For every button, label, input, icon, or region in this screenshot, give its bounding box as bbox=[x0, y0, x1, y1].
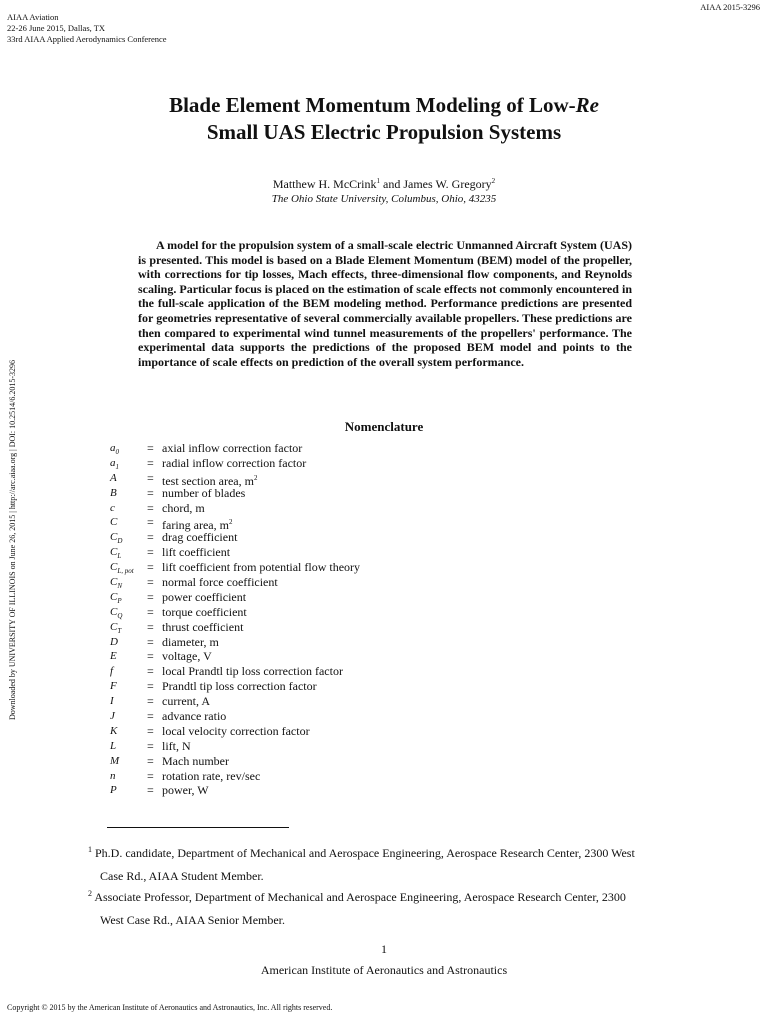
nomenclature-row bbox=[110, 649, 360, 664]
equals-sign: = bbox=[147, 441, 154, 455]
footnote-2-line-2: West Case Rd., AIAA Senior Member. bbox=[100, 913, 286, 927]
nomenclature-symbol: M bbox=[110, 754, 120, 767]
author-1: Matthew H. McCrink bbox=[272, 177, 377, 191]
nomenclature-row bbox=[110, 635, 360, 650]
nomenclature-symbol: I bbox=[110, 695, 114, 708]
nomenclature-definition: lift coefficient from potential flow theory bbox=[162, 560, 361, 575]
footnote-2-line-1: Associate Professor, Department of Mechanical and Aerospace Engineering, Aerospace Research Center, 2300 bbox=[92, 890, 626, 904]
nomenclature-row bbox=[110, 783, 360, 798]
nomenclature-row bbox=[110, 724, 360, 739]
nomenclature-symbol: $C_T$ bbox=[110, 620, 122, 635]
nomenclature-row bbox=[110, 501, 360, 516]
footnote-1-mark: 1 bbox=[88, 845, 92, 854]
nomenclature-definition: number of blades bbox=[162, 485, 246, 500]
nomenclature-definition: normal force coefficient bbox=[162, 575, 278, 590]
nomenclature-row bbox=[110, 769, 360, 784]
nomenclature-definition: drag coefficient bbox=[162, 530, 238, 545]
equals-sign: = bbox=[147, 709, 154, 724]
equals-sign: = bbox=[147, 455, 154, 470]
nomenclature-definition: Prandtl tip loss correction factor bbox=[162, 679, 317, 694]
nomenclature-symbol: $C_D$ bbox=[110, 531, 123, 546]
nomenclature-symbol: $a_1$ bbox=[110, 456, 119, 472]
equals-sign: = bbox=[147, 634, 154, 649]
equals-sign: = bbox=[147, 753, 154, 768]
nomenclature-row bbox=[110, 545, 360, 560]
footnote-1-line-2: Case Rd., AIAA Student Member. bbox=[100, 869, 264, 883]
equals-sign: = bbox=[147, 575, 154, 590]
nomenclature-symbol: K bbox=[110, 724, 118, 737]
nomenclature-definition: voltage, V bbox=[162, 649, 212, 664]
nomenclature-definition: radial inflow correction factor bbox=[162, 455, 307, 470]
nomenclature-row bbox=[110, 709, 360, 724]
title-re: Re bbox=[575, 93, 599, 117]
nomenclature-symbol: P bbox=[110, 784, 117, 797]
nomenclature-definition: advance ratio bbox=[162, 709, 227, 724]
equals-sign: = bbox=[147, 604, 154, 619]
equals-sign: = bbox=[147, 738, 154, 753]
footnote-1-line-1: Ph.D. candidate, Department of Mechanical and Aerospace Engineering, Aerospace Research Center, 2300 West bbox=[92, 846, 635, 860]
authors bbox=[0, 177, 768, 192]
nomenclature-heading: Nomenclature bbox=[344, 419, 424, 434]
nomenclature-row bbox=[110, 590, 360, 605]
nomenclature-definition: current, A bbox=[162, 694, 210, 709]
title-line-2: Small UAS Electric Propulsion Systems bbox=[206, 120, 562, 144]
equals-sign: = bbox=[147, 589, 154, 604]
nomenclature-symbol: C bbox=[110, 516, 118, 529]
nomenclature-symbol: f bbox=[110, 665, 114, 678]
nomenclature-symbol: n bbox=[110, 769, 116, 782]
nomenclature-symbol: $a_0$ bbox=[110, 442, 119, 457]
nomenclature-row bbox=[110, 441, 360, 456]
nomenclature-symbol: $C_L$ bbox=[110, 546, 122, 561]
nomenclature-list bbox=[110, 441, 360, 798]
nomenclature-row bbox=[110, 486, 360, 501]
author-1-mark: 1 bbox=[376, 177, 380, 185]
nomenclature-row bbox=[110, 664, 360, 679]
conference-header bbox=[7, 12, 167, 45]
page-number: 1 bbox=[381, 942, 387, 956]
nomenclature-symbol: J bbox=[110, 710, 115, 723]
footnote-1 bbox=[88, 838, 678, 888]
nomenclature-row bbox=[110, 575, 360, 590]
nomenclature-definition: Mach number bbox=[162, 753, 229, 768]
nomenclature-definition: faring area, $m^2$ bbox=[162, 518, 233, 533]
nomenclature-symbol: $C_Q$ bbox=[110, 605, 123, 620]
nomenclature-definition: power coefficient bbox=[162, 589, 247, 604]
equals-sign: = bbox=[147, 723, 154, 738]
nomenclature-definition: chord, m bbox=[162, 500, 205, 515]
equals-sign: = bbox=[147, 694, 154, 709]
footnote-2 bbox=[88, 882, 678, 932]
footnote-rule bbox=[107, 827, 289, 828]
equals-sign: = bbox=[147, 500, 154, 515]
nomenclature-symbol: D bbox=[110, 635, 118, 648]
nomenclature-symbol: B bbox=[110, 486, 117, 499]
nomenclature-row bbox=[110, 694, 360, 709]
equals-sign: = bbox=[147, 530, 154, 545]
nomenclature-row bbox=[110, 679, 360, 694]
conference-dates: 22-26 June 2015, Dallas, TX bbox=[7, 23, 106, 33]
equals-sign: = bbox=[147, 470, 154, 485]
nomenclature-row bbox=[110, 739, 360, 754]
equals-sign: = bbox=[147, 783, 154, 798]
equals-sign: = bbox=[147, 515, 154, 530]
nomenclature-symbol: $C_P$ bbox=[110, 590, 122, 606]
nomenclature-row bbox=[110, 560, 360, 575]
authors-and: and bbox=[380, 177, 404, 191]
nomenclature-definition: rotation rate, rev/sec bbox=[162, 768, 261, 783]
equals-sign: = bbox=[147, 679, 154, 694]
nomenclature-row bbox=[110, 754, 360, 769]
nomenclature-row bbox=[110, 471, 360, 486]
equals-sign: = bbox=[147, 619, 154, 634]
equals-sign: = bbox=[147, 545, 154, 560]
nomenclature-definition: local velocity correction factor bbox=[162, 723, 310, 738]
nomenclature-symbol: A bbox=[110, 471, 117, 484]
affiliation: The Ohio State University, Columbus, Ohio, 43235 bbox=[271, 193, 497, 205]
equals-sign: = bbox=[147, 485, 154, 500]
nomenclature-definition: thrust coefficient bbox=[162, 619, 244, 634]
nomenclature-definition: local Prandtl tip loss correction factor bbox=[162, 664, 343, 679]
nomenclature-symbol: F bbox=[110, 680, 117, 693]
equals-sign: = bbox=[147, 560, 154, 575]
paper-title bbox=[0, 92, 768, 146]
nomenclature-definition: lift, N bbox=[162, 738, 191, 753]
equals-sign: = bbox=[147, 768, 154, 783]
conference-event: 33rd AIAA Applied Aerodynamics Conference bbox=[7, 34, 167, 44]
nomenclature-symbol: L bbox=[110, 739, 117, 752]
nomenclature-symbol: c bbox=[110, 501, 115, 514]
nomenclature-definition: test section area, $m^2$ bbox=[162, 473, 258, 488]
nomenclature-definition: diameter, m bbox=[162, 634, 219, 649]
nomenclature-row bbox=[110, 515, 360, 533]
nomenclature-row bbox=[110, 530, 360, 545]
download-watermark: Downloaded by UNIVERSITY OF ILLINOIS on June 26, 2015 | http://arc.aiaa.org | DOI: 10.2514/6.2015-3296 bbox=[8, 359, 17, 720]
nomenclature-definition: power, W bbox=[162, 783, 209, 798]
equals-sign: = bbox=[147, 649, 154, 664]
abstract: A model for the propulsion system of a small-scale electric Unmanned Aircraft System (UAS) is presented. This model is based on a Blade Element Momentum (BEM) model of the propeller, with corrections for tip losses, Mach effects, three-dimensional flow components, and Reynolds scaling. Particular focus is placed on the estimation of scale effects not commonly encountered in the full-scale application of the BEM modeling method. Performance predictions are presented for geometries representative of several commercially available propellers. These predictions are then compared to experimental wind tunnel measurements of the propellers' performance. The experimental data supports the predictions of the proposed BEM model and points to the importance of scale effects on prediction of the overall system performance. bbox=[138, 238, 632, 369]
footnote-2-mark: 2 bbox=[88, 889, 92, 898]
title-line-1: Blade Element Momentum Modeling of Low- bbox=[169, 93, 576, 117]
nomenclature-symbol: E bbox=[110, 650, 117, 663]
nomenclature-symbol: $C_N$ bbox=[110, 576, 123, 591]
nomenclature-definition: lift coefficient bbox=[162, 545, 231, 560]
nomenclature-symbol: $C_{L, pot}$ bbox=[110, 561, 134, 576]
paper-id: AIAA 2015-3296 bbox=[700, 2, 760, 12]
nomenclature-definition: axial inflow correction factor bbox=[162, 441, 303, 455]
author-2-mark: 2 bbox=[491, 177, 496, 185]
nomenclature-definition: torque coefficient bbox=[162, 604, 247, 619]
nomenclature-row bbox=[110, 605, 360, 620]
nomenclature-row bbox=[110, 620, 360, 635]
organization: American Institute of Aeronautics and Astronautics bbox=[260, 963, 508, 977]
equals-sign: = bbox=[147, 664, 154, 679]
nomenclature-row bbox=[110, 456, 360, 471]
copyright-notice: Copyright © 2015 by the American Institute of Aeronautics and Astronautics, Inc. All rights reserved. bbox=[7, 1003, 333, 1012]
author-2: James W. Gregory bbox=[403, 177, 492, 191]
conference-name: AIAA Aviation bbox=[7, 12, 59, 22]
